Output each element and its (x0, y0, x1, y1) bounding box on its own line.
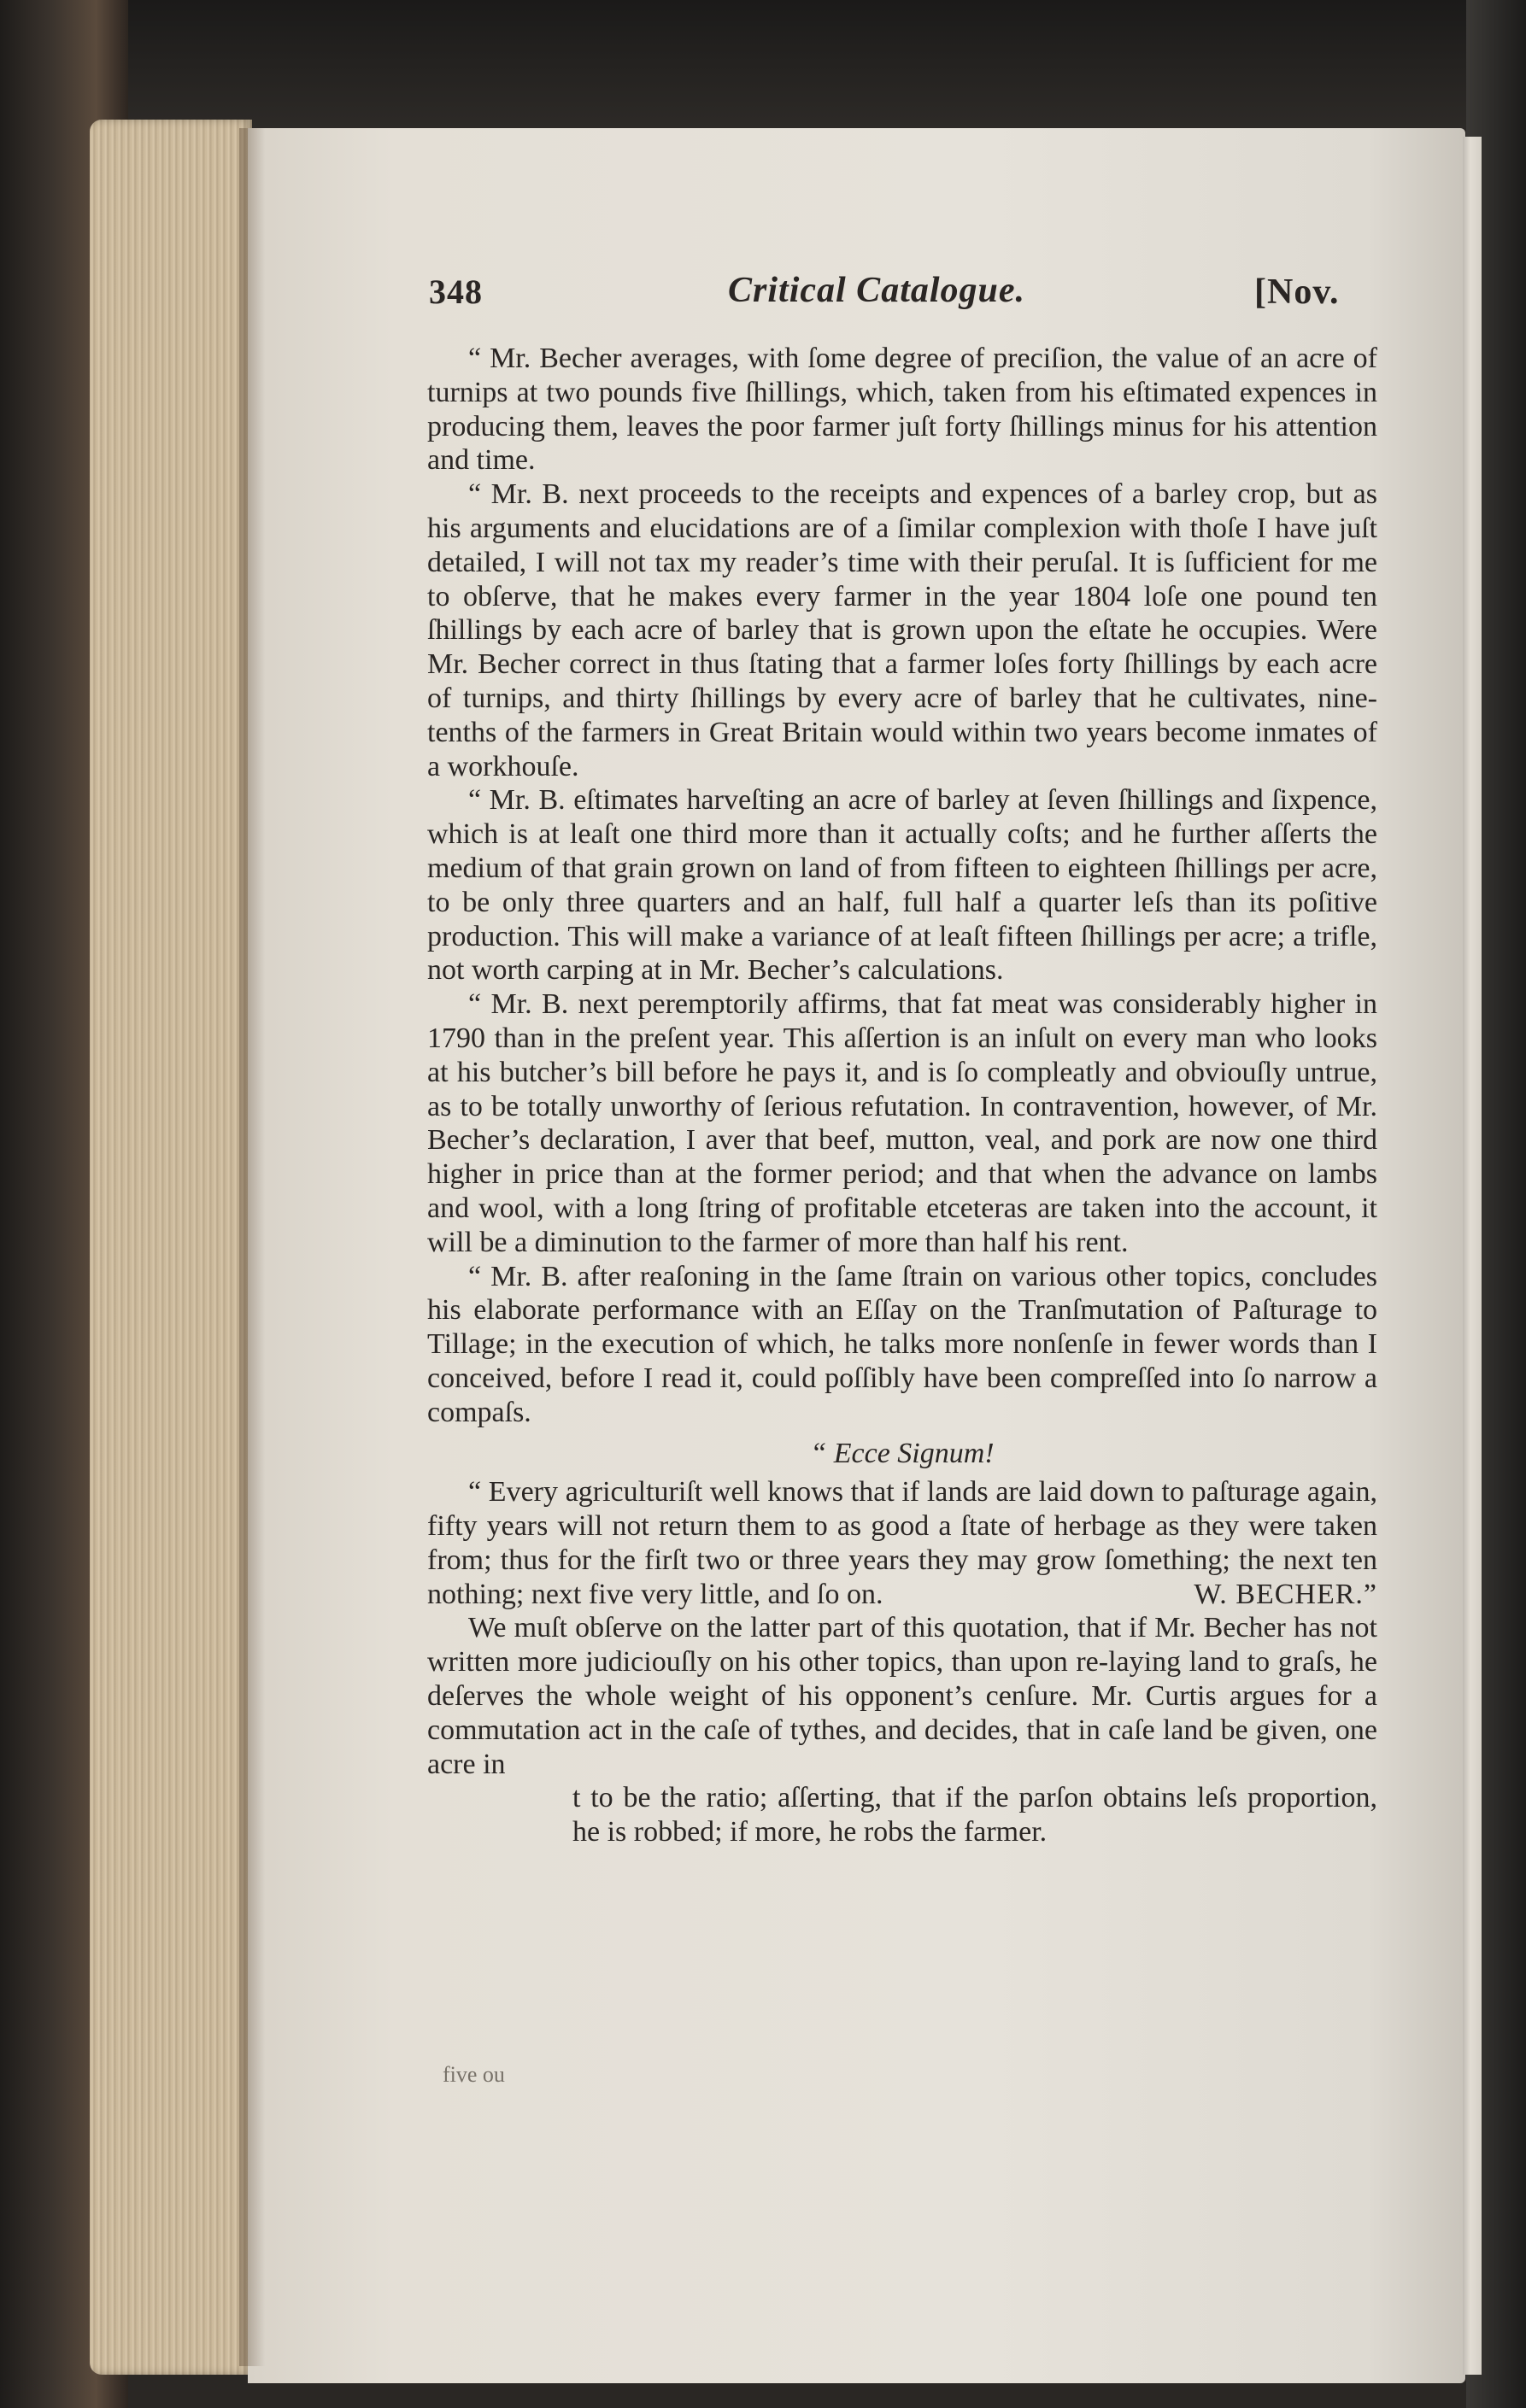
closing-paragraph: We muſt obſerve on the latter part of this quotation, that if Mr. Becher has not written more judiciouſly on his other topics, than upon re-laying land to graſs, he deſerves the whole weight of his opponent’s cenſure. Mr. Curtis argues for a commutation act in the caſe of tythes, and decides, that in caſe land be given, one acre in (427, 1612, 1377, 1780)
page-stack-edge (90, 120, 252, 2375)
next-page-edge (1463, 137, 1482, 2375)
paragraph: “ Mr. Becher averages, with ſome degree of preciſion, the value of an acre of turnips at two pounds five ſhillings, which, taken from his eſtimated expences in producing them, leaves the poor farmer juſt forty ſhillings minus for his attention and time. (427, 343, 1377, 477)
quote-text: “ Every agriculturiſt well knows that if lands are laid down to paſturage again, fifty years will not return them to as good a ſtate of herbage as they were taken from; thus for the firſt two or three years they may grow ſomething; the next ten nothing; next five very little, and ſo on. (427, 1476, 1377, 1610)
catchword: five ou (443, 2062, 505, 2087)
quote-paragraph (427, 1475, 1377, 1611)
background-top (0, 0, 1526, 128)
page-number: 348 (429, 272, 483, 311)
quote-heading: “ Ecce Signum! (810, 1437, 995, 1469)
running-header (0, 272, 1526, 323)
gutter-shadow (239, 128, 265, 2366)
paragraph: “ Mr. B. eſtimates harveſting an acre of barley at ſeven ſhillings and ſixpence, which is at leaſt one third more than it actually coſts; and he further aſſerts the medium of that grain grown on land of from fifteen to eighteen ſhillings per acre, to be only three quarters and an half, full half a quarter leſs than its poſitive production. This will make a variance of at leaſt fifteen ſhillings per acre; a trifle, not worth carping at in Mr. Becher’s calculations. (427, 784, 1377, 987)
signature: W. BECHER.” (1194, 1578, 1377, 1610)
body-text (427, 342, 1377, 1849)
running-title: Critical Catalogue. (728, 271, 1026, 310)
closing-tail: t to be the ratio; aſſerting, that if the parſon obtains leſs proportion, he is robbed; if more, he robs the farmer. (572, 1782, 1377, 1848)
paragraph: “ Mr. B. after reaſoning in the ſame ſtrain on various other topics, concludes his elaborate performance with an Eſſay on the Tranſmutation of Paſturage to Tillage; in the execution of which, he talks more nonſenſe in fewer words than I conceived, before I read it, could poſſibly have been compreſſed into ſo narrow a compaſs. (427, 1260, 1377, 1428)
running-date: [Nov. (1254, 272, 1340, 312)
paragraph: “ Mr. B. next peremptorily affirms, that fat meat was considerably higher in 1790 than in the preſent year. This aſſertion is an inſult on every man who looks at his butcher’s bill before he pays it, and is ſo compleatly and obviouſly untrue, as to be totally unworthy of ſerious refutation. In contravention, however, of Mr. Becher’s declaration, I aver that beef, mutton, veal, and pork are now one third higher in price than at the former period; and that when the advance on lambs and wool, with a long ſtring of profitable etceteras are taken into the account, it will be a diminution to the farmer of more than half his rent. (427, 988, 1377, 1258)
paragraph: “ Mr. B. next proceeds to the receipts and expences of a barley crop, but as his arguments and elucidations are of a ſimilar complexion with thoſe I have juſt detailed, I will not tax my reader’s time with their peruſal. It is ſufficient for me to obſerve, that he makes every farmer in the year 1804 loſe one pound ten ſhillings by each acre of barley that is grown upon the eſtate he occupies. Were Mr. Becher correct in thus ſtating that a farmer loſes forty ſhillings by each acre of turnips, and thirty ſhillings by every acre of barley that he cultivates, nine-tenths of the farmers in Great Britain would within two years become inmates of a workhouſe. (427, 478, 1377, 782)
